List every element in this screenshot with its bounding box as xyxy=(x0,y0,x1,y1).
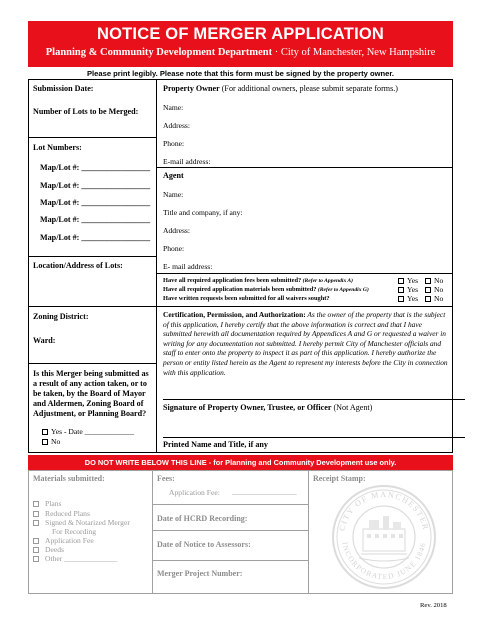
no-label: No xyxy=(434,276,444,285)
submission-date-label: Submission Date: xyxy=(33,84,94,93)
office-use-bar: DO NOT WRITE BELOW THIS LINE - for Planning and Community Development use only. xyxy=(28,455,453,470)
hcrd-label: Date of HCRD Recording: xyxy=(157,514,248,523)
checkbox-icon[interactable] xyxy=(42,429,48,435)
checkbox-icon xyxy=(33,511,39,517)
certification-body: As the owner of the property that is the subject of this application, I hereby certify that the above information is correct and that I have submitted herewith all documentation required by Appendices A and G or requested a waiver in writing for any documentation not submitted. I hereby permit City of Manchester officials and staff to enter onto the property to inspect it as part of this application. I hereby authorize the person or entity listed herein as the Agent to represent my interests before the City in connection with this application. xyxy=(163,310,448,377)
map-lot-field[interactable]: Map/Lot #: _________________ xyxy=(40,181,151,190)
materials-item xyxy=(33,545,64,554)
question-row xyxy=(163,295,330,302)
agent-heading: Agent xyxy=(163,171,184,180)
agent-address-field[interactable]: Address: xyxy=(163,226,190,235)
owner-note: (For additional owners, please submit separate forms.) xyxy=(219,84,398,93)
assessors-label: Date of Notice to Assessors: xyxy=(157,540,251,549)
question-row xyxy=(163,286,369,293)
agent-email-field[interactable]: E- mail address: xyxy=(163,262,213,271)
fees-heading: Fees: xyxy=(157,474,175,483)
form-title: NOTICE OF MERGER APPLICATION xyxy=(96,25,385,43)
office-divider xyxy=(152,560,308,561)
materials-label: Signed & Notarized Merger xyxy=(45,518,130,527)
no-label: No xyxy=(434,285,444,294)
map-lot-field[interactable]: Map/Lot #: _________________ xyxy=(40,163,151,172)
no-label: No xyxy=(434,294,444,303)
office-divider xyxy=(152,530,308,531)
city-seal-icon xyxy=(325,484,443,590)
yes-label: Yes xyxy=(407,294,419,303)
owner-heading: Property Owner xyxy=(163,84,220,93)
checkbox-icon[interactable] xyxy=(425,296,431,302)
question-no[interactable] xyxy=(425,285,443,294)
number-of-lots-label: Number of Lots to be Merged: xyxy=(33,107,139,116)
question-yes[interactable] xyxy=(398,294,418,303)
svg-text:CITY OF MANCHESTER: CITY OF MANCHESTER xyxy=(337,489,431,532)
signature-note: (Not Agent) xyxy=(331,403,373,412)
printed-name-label: Printed Name and Title, if any xyxy=(163,440,268,449)
checkbox-icon xyxy=(33,547,39,553)
materials-continuation: For Recording xyxy=(52,527,97,536)
signature-caption xyxy=(163,403,372,412)
materials-label: Deeds xyxy=(45,545,64,554)
department-line xyxy=(28,47,453,58)
ward-label: Ward: xyxy=(33,336,56,345)
owner-email-field[interactable]: E-mail address: xyxy=(163,157,211,166)
question-yes[interactable] xyxy=(398,276,418,285)
owner-address-field[interactable]: Address: xyxy=(163,121,190,130)
question-ref: (Refer to Appendix A) xyxy=(301,278,354,284)
divider xyxy=(28,137,157,138)
checkbox-icon[interactable] xyxy=(398,278,404,284)
materials-label: Other ______________ xyxy=(45,554,118,563)
materials-label: Plans xyxy=(45,499,62,508)
printed-name-line[interactable] xyxy=(163,437,465,438)
materials-item xyxy=(33,518,130,527)
materials-label: Application Fee xyxy=(45,536,94,545)
checkbox-icon xyxy=(33,520,39,526)
instructions: Please print legibly. Please note that this form must be signed by the property owner. xyxy=(86,69,395,78)
checkbox-icon xyxy=(33,538,39,544)
materials-item xyxy=(33,536,94,545)
certification-heading: Certification, Permission, and Authorization: xyxy=(163,310,306,319)
office-divider xyxy=(152,470,153,594)
yes-date-label: Yes - Date _____________ xyxy=(51,427,134,436)
agent-title-field[interactable]: Title and company, if any: xyxy=(163,208,243,217)
office-divider xyxy=(152,504,308,505)
lot-numbers-label: Lot Numbers: xyxy=(33,143,82,152)
divider xyxy=(28,256,157,257)
materials-item xyxy=(33,554,117,563)
question-ref: (Refer to Appendix G) xyxy=(316,287,369,293)
checkbox-icon[interactable] xyxy=(425,287,431,293)
signature-label: Signature of Property Owner, Trustee, or Officer xyxy=(163,403,332,412)
project-number-label: Merger Project Number: xyxy=(157,569,243,578)
form-header xyxy=(28,21,453,67)
svg-text:INCORPORATED JUNE 1846: INCORPORATED JUNE 1846 xyxy=(340,541,428,582)
materials-item xyxy=(33,509,90,518)
owner-heading-line xyxy=(163,84,398,93)
location-label: Location/Address of Lots: xyxy=(33,261,123,270)
city-name: City of Manchester, New Hampshire xyxy=(280,47,436,58)
receipt-stamp-label: Receipt Stamp: xyxy=(313,474,366,483)
question-text: Have all required application materials been submitted? xyxy=(163,286,317,293)
question-no[interactable] xyxy=(425,276,443,285)
no-label: No xyxy=(51,437,61,446)
divider xyxy=(28,306,157,307)
map-lot-field[interactable]: Map/Lot #: _________________ xyxy=(40,233,151,242)
checkbox-icon[interactable] xyxy=(42,439,48,445)
materials-label: Reduced Plans xyxy=(45,509,90,518)
map-lot-field[interactable]: Map/Lot #: _________________ xyxy=(40,215,151,224)
question-no[interactable] xyxy=(425,294,443,303)
application-fee-label: Application Fee: xyxy=(169,488,220,497)
question-text: Have written requests been submitted for all waivers sought? xyxy=(163,295,330,302)
checkbox-icon xyxy=(33,556,39,562)
header-separator: · xyxy=(272,47,281,58)
question-text: Have all required application fees been submitted? xyxy=(163,277,302,284)
divider xyxy=(156,273,453,274)
checkbox-icon xyxy=(33,501,39,507)
owner-name-field[interactable]: Name: xyxy=(163,103,184,112)
zoning-district-label: Zoning District: xyxy=(33,312,89,321)
divider xyxy=(28,363,157,364)
office-divider xyxy=(308,470,309,594)
revision-label: Rev. 2018 xyxy=(420,602,447,609)
yes-label: Yes xyxy=(407,276,419,285)
no-option[interactable] xyxy=(42,437,60,446)
divider xyxy=(156,306,453,307)
checkbox-icon[interactable] xyxy=(425,278,431,284)
question-row xyxy=(163,277,353,284)
materials-heading: Materials submitted: xyxy=(33,474,105,483)
yes-label: Yes xyxy=(407,285,419,294)
map-lot-field[interactable]: Map/Lot #: _________________ xyxy=(40,198,151,207)
certification-text xyxy=(163,310,449,377)
divider xyxy=(156,167,453,168)
agent-name-field[interactable]: Name: xyxy=(163,190,184,199)
merger-question: Is this Merger being submitted as a result of any action taken, or to be taken, by the Board of Mayor and Aldermen, Zoning Board of Adjustment, or Planning Board? xyxy=(33,369,149,418)
owner-phone-field[interactable]: Phone: xyxy=(163,139,185,148)
application-fee-blank: _________________ xyxy=(232,487,297,496)
checkbox-icon[interactable] xyxy=(398,296,404,302)
department-name: Planning & Community Development Department xyxy=(45,47,273,58)
materials-item xyxy=(33,499,61,508)
column-divider xyxy=(156,79,157,453)
signature-line[interactable] xyxy=(163,399,465,400)
checkbox-icon[interactable] xyxy=(398,287,404,293)
question-yes[interactable] xyxy=(398,285,418,294)
agent-phone-field[interactable]: Phone: xyxy=(163,244,185,253)
yes-date-option[interactable] xyxy=(42,427,134,436)
